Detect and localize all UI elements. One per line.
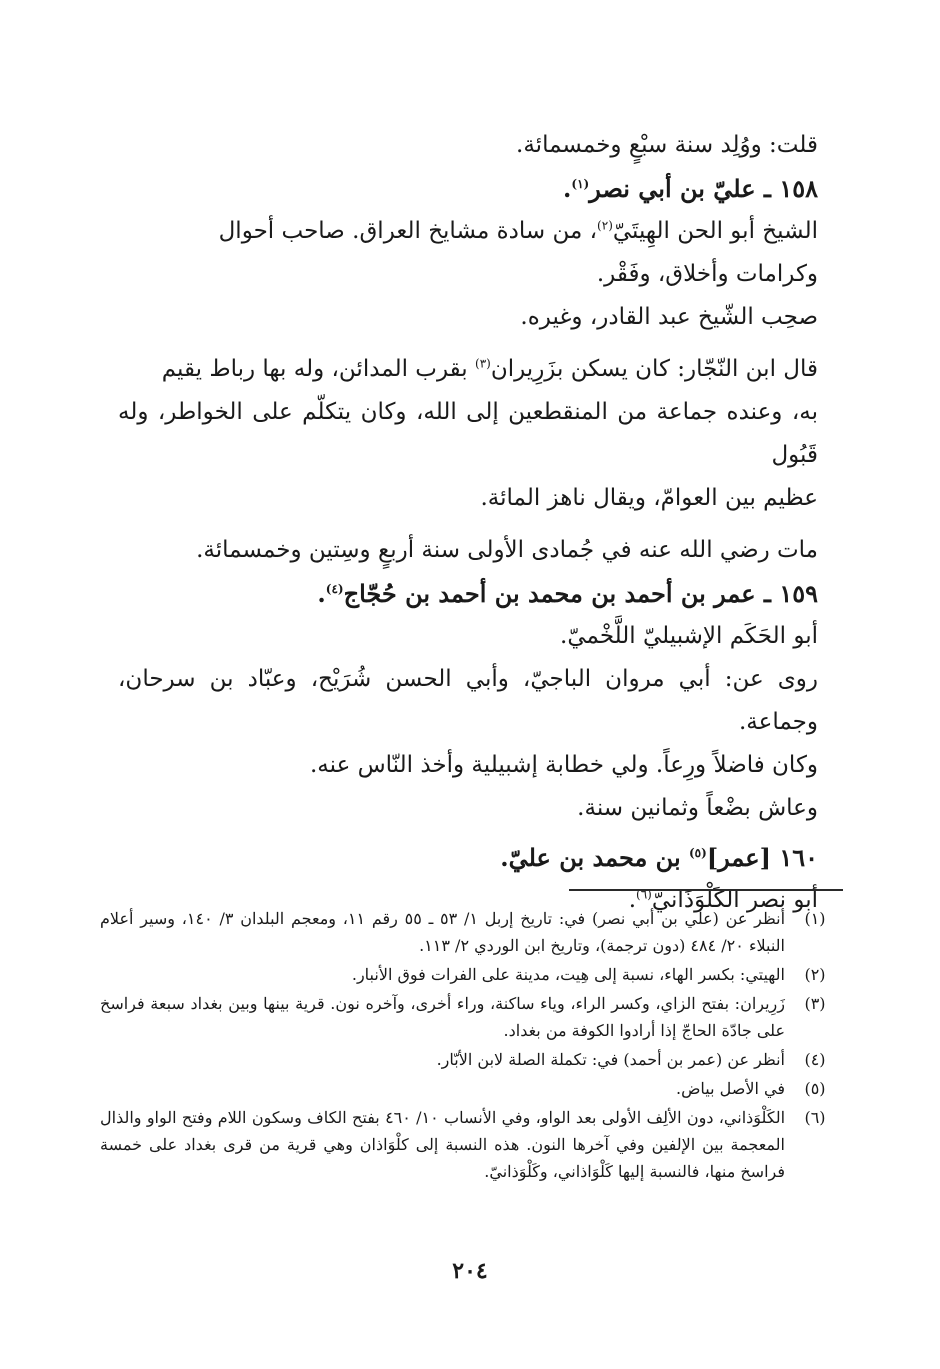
footnote-number: (٣) <box>804 994 826 1013</box>
footnote-number: (٦) <box>804 1108 826 1127</box>
footnote-number: (١) <box>804 909 826 928</box>
footnote-text: أنظر عن (علي بن أبي نصر) في: تاريخ إربل ١/ ٥٣ ـ ٥٥ رقم ١١، ومعجم البلدان ٣/ ١٤٠، وسير أعلام النبلاء ٢٠/ ٤٨٤ (دون ترجمة)، وتاريخ ابن الوردي ٢/ ١١٣. <box>100 909 786 955</box>
footnote-text: الهيتي: بكسر الهاء، نسبة إلى هِيت، مدينة على الفرات فوق الأنبار. <box>351 965 785 984</box>
opening-line: قلت: ووُلِد سنة سبْعٍ وخمسمائة. <box>516 132 818 158</box>
footnote <box>100 1075 845 1102</box>
footnote-text: زَرِيران: بفتح الزاي، وكسر الراء، وياء ساكنة، وراء أخرى، وآخره نون. قرية بينها وبين بغداد سبعة فراسخ على جادّة الحاجّ إذا أرادوا الكوفة من بغداد. <box>100 994 785 1040</box>
entry-158-heading: ١٥٨ ـ عليّ بن أبي نصر$^{(١)}$. <box>563 174 818 203</box>
entry-158-line: صحِب الشّيخ عبد القادر، وغيره. <box>520 304 818 330</box>
footnote-marker: (٤) <box>325 582 344 596</box>
footnote <box>100 1046 845 1073</box>
footnote <box>100 961 845 988</box>
entry-158-line: عظيم بين العوامّ، ويقال ناهز المائة. <box>480 485 818 511</box>
entry-159-line: أبو الحَكَم الإشبيليّ اللَّخْميّ. <box>560 623 818 649</box>
footnote-marker: (٢) <box>597 218 613 233</box>
footnote-text: أنظر عن (عمر بن أحمد) في: تكملة الصلة لابن الأبّار. <box>436 1050 785 1069</box>
entry-158-line: الشيخ أبو الحن الهِيتَيّ$^{(٢)}$، من سادة مشايخ العراق. صاحب أحوال <box>218 218 818 244</box>
main-text <box>118 124 818 922</box>
entry-159-line: وكان فاضلاً ورِعاً. ولي خطابة إشبيلية وأخذ النّاس عنه. <box>309 752 818 778</box>
footnote-number: (٢) <box>804 965 826 984</box>
footnote-marker: (٣) <box>475 356 491 371</box>
entry-159-line: وعاش بضْعاً وثمانين سنة. <box>577 795 818 821</box>
entry-159-heading: ١٥٩ ـ عمر بن أحمد بن محمد بن أحمد بن حُجّاج$^{(٤)}$. <box>317 579 818 608</box>
footnotes <box>100 905 845 1187</box>
entry-158-line: مات رضي الله عنه في جُمادى الأولى سنة أربعٍ وسِتين وخمسمائة. <box>196 537 818 563</box>
footnote-marker: (١) <box>571 177 590 191</box>
entry-159-line: روى عن: أبي مروان الباجيّ، وأبي الحسن شُرَيْح، وعبّاد بن سرحان، وجماعة. <box>118 666 818 735</box>
entry-158-line: وكرامات وأخلاق، وفَقْر. <box>596 261 818 287</box>
footnote <box>100 990 845 1044</box>
footnote-text: الكَلْوَذاني، دون الألِف الأولى بعد الواو، وفي الأنساب ١٠/ ٤٦٠ بفتح الكاف وسكون اللام وفتح الواو والذال المعجمة بين الإلفين وفي آخرها النون. هذه النسبة إلى كلْوَاذان وهي قرية من قرى بغداد على خمسة فراسخ منها، فالنسبة إليها كَلْوَاذاني، وكَلْوَذانيّ. <box>100 1108 786 1181</box>
footnote <box>100 905 845 959</box>
entry-160-heading: ١٦٠ [عمر]$^{(٥)}$ بن محمد بن عليّ. <box>500 843 818 872</box>
entry-158-line: قال ابن النّجّار: كان يسكن بزَرِيران$^{(٣)}$ بقرب المدائن، وله بها رباط يقيم <box>161 356 818 382</box>
footnote-marker: (٦) <box>636 887 652 902</box>
footnote-number: (٥) <box>804 1079 826 1098</box>
footnote-separator <box>569 889 843 891</box>
entry-158-line: به، وعنده جماعة من المنقطعين إلى الله، وكان يتكلّم على الخواطر، وله قَبُول <box>118 399 819 468</box>
page-number: ٢٠٤ <box>452 1258 488 1284</box>
entry-160-line: أبو نصر الكَلْوَذَانيّ$^{(٦)}$. <box>628 887 818 913</box>
footnote-number: (٤) <box>804 1050 826 1069</box>
footnote-marker: (٥) <box>688 846 707 860</box>
footnote-text: في الأصل بياض. <box>675 1079 785 1098</box>
footnote <box>100 1104 845 1185</box>
